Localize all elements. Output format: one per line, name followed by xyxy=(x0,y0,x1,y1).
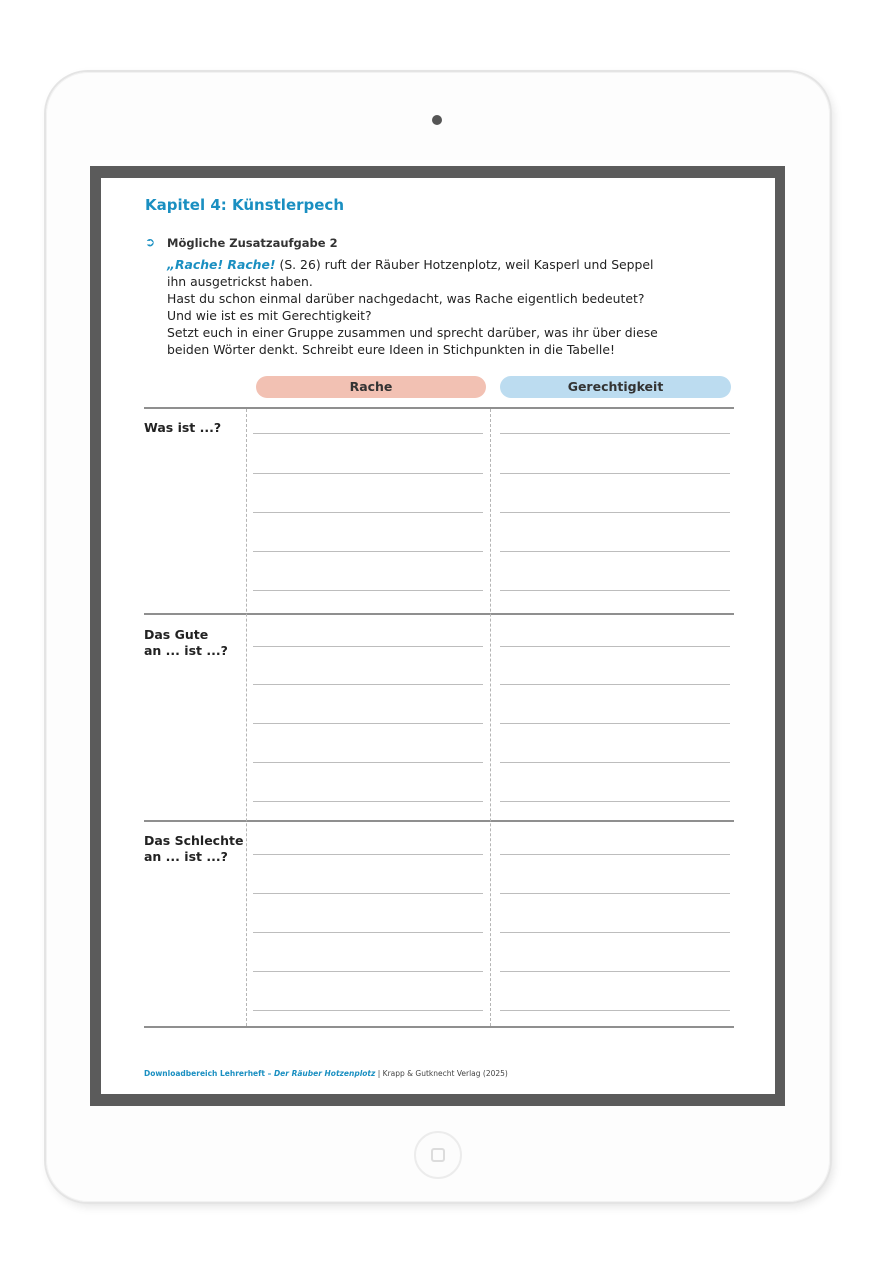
column-header-gerechtigkeit: Gerechtigkeit xyxy=(500,376,731,398)
task-line-1 xyxy=(167,256,707,273)
row-label-das-schlechte xyxy=(144,833,243,865)
writing-line xyxy=(253,971,483,972)
task-line-6: beiden Wörter denkt. Schreibt eure Ideen in Stichpunkten in die Tabelle! xyxy=(167,342,615,357)
writing-line xyxy=(253,801,483,802)
writing-line xyxy=(253,762,483,763)
writing-line xyxy=(253,512,483,513)
writing-line xyxy=(500,801,730,802)
writing-line xyxy=(253,723,483,724)
writing-line xyxy=(500,854,730,855)
task-text xyxy=(167,256,707,358)
writing-line xyxy=(253,551,483,552)
table-row-divider xyxy=(144,820,734,822)
document-page xyxy=(101,178,775,1094)
column-header-rache: Rache xyxy=(256,376,486,398)
writing-line xyxy=(253,684,483,685)
row-label-line: an ... ist ...? xyxy=(144,643,228,658)
writing-line xyxy=(253,590,483,591)
table-row-divider xyxy=(144,613,734,615)
task-line-2: ihn ausgetrickst haben. xyxy=(167,274,313,289)
writing-line xyxy=(500,473,730,474)
writing-line xyxy=(500,646,730,647)
writing-line xyxy=(500,512,730,513)
row-label-was-ist xyxy=(144,420,221,436)
footer-publisher: | Krapp & Gutknecht Verlag (2025) xyxy=(375,1069,508,1078)
row-label-line: Das Gute xyxy=(144,627,209,642)
writing-line xyxy=(500,723,730,724)
writing-line xyxy=(500,433,730,434)
task-line-1-rest: (S. 26) ruft der Räuber Hotzenplotz, weil Kasperl und Seppel xyxy=(275,257,654,272)
column-divider xyxy=(246,409,247,1026)
writing-line xyxy=(253,854,483,855)
row-label-line: Das Schlechte xyxy=(144,833,244,848)
table-bottom-rule xyxy=(144,1026,734,1028)
writing-line xyxy=(253,1010,483,1011)
writing-line xyxy=(500,762,730,763)
writing-line xyxy=(500,590,730,591)
footer-source: Downloadbereich Lehrerheft – xyxy=(144,1069,274,1078)
task-line-5: Setzt euch in einer Gruppe zusammen und sprecht darüber, was ihr über diese xyxy=(167,325,658,340)
writing-line xyxy=(253,646,483,647)
home-square-icon xyxy=(431,1148,445,1162)
writing-line xyxy=(500,1010,730,1011)
row-label-line: an ... ist ...? xyxy=(144,849,228,864)
table-top-rule xyxy=(144,407,734,409)
chapter-title: Kapitel 4: Künstlerpech xyxy=(145,196,344,214)
arrow-right-icon: ➲ xyxy=(145,235,156,249)
home-button[interactable] xyxy=(414,1131,462,1179)
writing-line xyxy=(253,433,483,434)
writing-line xyxy=(253,473,483,474)
writing-line xyxy=(500,551,730,552)
footer xyxy=(144,1069,508,1078)
task-quote: „Rache! Rache! xyxy=(167,257,276,272)
task-line-4: Und wie ist es mit Gerechtigkeit? xyxy=(167,308,372,323)
task-heading: Mögliche Zusatzaufgabe 2 xyxy=(167,236,338,250)
row-label-line: Was ist ...? xyxy=(144,420,222,435)
camera-icon xyxy=(432,115,442,125)
column-divider xyxy=(490,409,491,1026)
writing-line xyxy=(500,684,730,685)
row-label-das-gute xyxy=(144,627,228,659)
writing-line xyxy=(253,893,483,894)
writing-line xyxy=(500,932,730,933)
writing-line xyxy=(500,893,730,894)
writing-line xyxy=(500,971,730,972)
writing-line xyxy=(253,932,483,933)
footer-book-title: Der Räuber Hotzenplotz xyxy=(273,1069,376,1078)
task-line-3: Hast du schon einmal darüber nachgedacht, was Rache eigentlich bedeutet? xyxy=(167,291,645,306)
